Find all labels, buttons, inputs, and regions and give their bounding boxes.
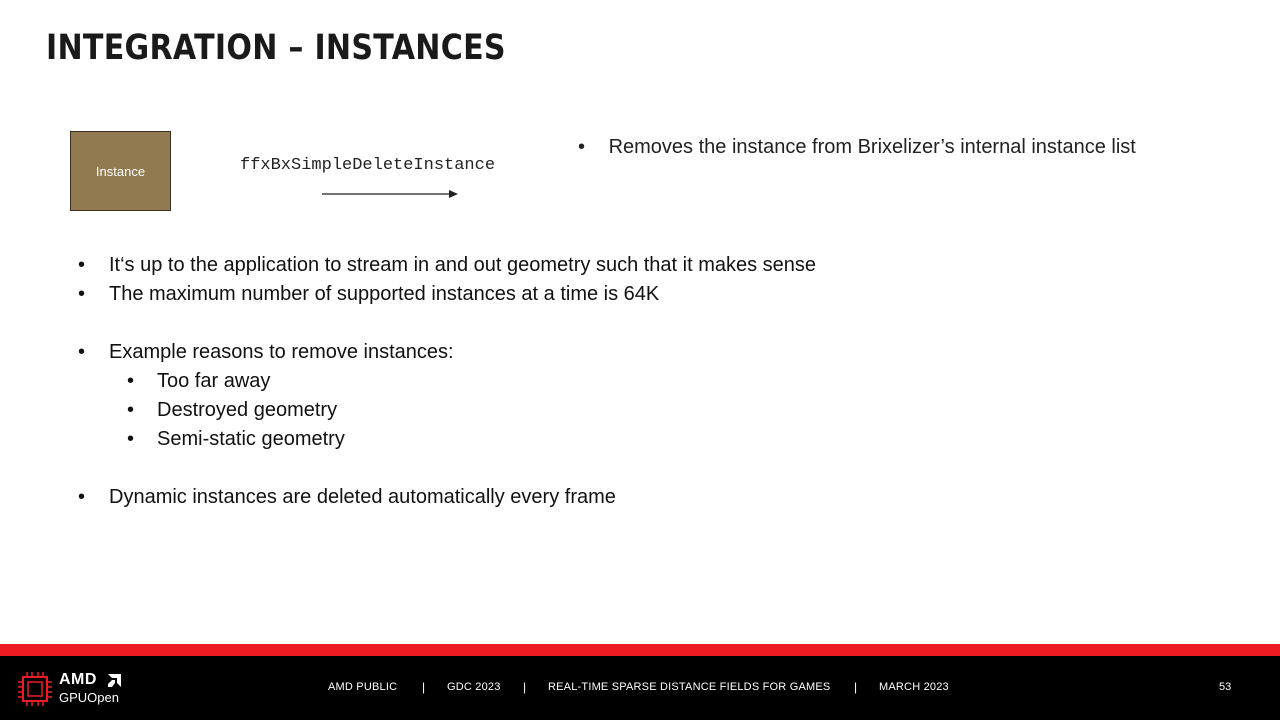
instance-box-label: Instance xyxy=(95,163,146,179)
top-bullet-text: Removes the instance from Brixelizer’s internal instance list xyxy=(608,136,1136,158)
page-number: 53 xyxy=(1219,681,1232,693)
bullet-dot: • xyxy=(78,486,86,508)
bullet-text: Too far away xyxy=(157,370,271,392)
function-name: ffxBxSimpleDeleteInstance xyxy=(240,156,496,175)
footer-separator: | xyxy=(523,680,527,694)
footer-separator: | xyxy=(854,680,858,694)
bullet-dot: • xyxy=(127,399,135,421)
bullet-dot: • xyxy=(127,428,135,450)
bullet-text: Destroyed geometry xyxy=(157,399,338,421)
right-arrow-icon xyxy=(322,187,462,201)
footer-talk-title: REAL-TIME SPARSE DISTANCE FIELDS FOR GAMES xyxy=(548,681,831,693)
footer-event: GDC 2023 xyxy=(447,681,501,693)
top-bullet xyxy=(578,136,1136,159)
bullet-text: It‘s up to the application to stream in and out geometry such that it makes sense xyxy=(109,254,817,276)
amd-gpuopen-logo xyxy=(18,671,128,707)
footer xyxy=(0,656,1280,720)
bullet-dot: • xyxy=(127,370,135,392)
logo-amd-text: AMD xyxy=(59,671,97,688)
chip-icon xyxy=(18,671,52,707)
bullet-text: The maximum number of supported instances at a time is 64K xyxy=(109,283,660,305)
footer-date: MARCH 2023 xyxy=(879,681,949,693)
slide-title: INTEGRATION – INSTANCES xyxy=(46,28,506,68)
bullet-dot: • xyxy=(78,283,86,305)
bullet-text: Example reasons to remove instances: xyxy=(109,341,454,363)
instance-box xyxy=(70,131,171,211)
footer-separator: | xyxy=(422,680,426,694)
bullet-dot: • xyxy=(578,136,586,158)
logo-gpuopen-text: GPUOpen xyxy=(59,690,119,705)
footer-red-bar xyxy=(0,644,1280,656)
bullet-text: Semi-static geometry xyxy=(157,428,345,450)
bullet-text: Dynamic instances are deleted automatically every frame xyxy=(109,486,616,508)
bullet-dot: • xyxy=(78,341,86,363)
footer-classification: AMD PUBLIC xyxy=(328,681,398,693)
amd-arrow-icon xyxy=(108,674,121,687)
bullet-dot: • xyxy=(78,254,86,276)
